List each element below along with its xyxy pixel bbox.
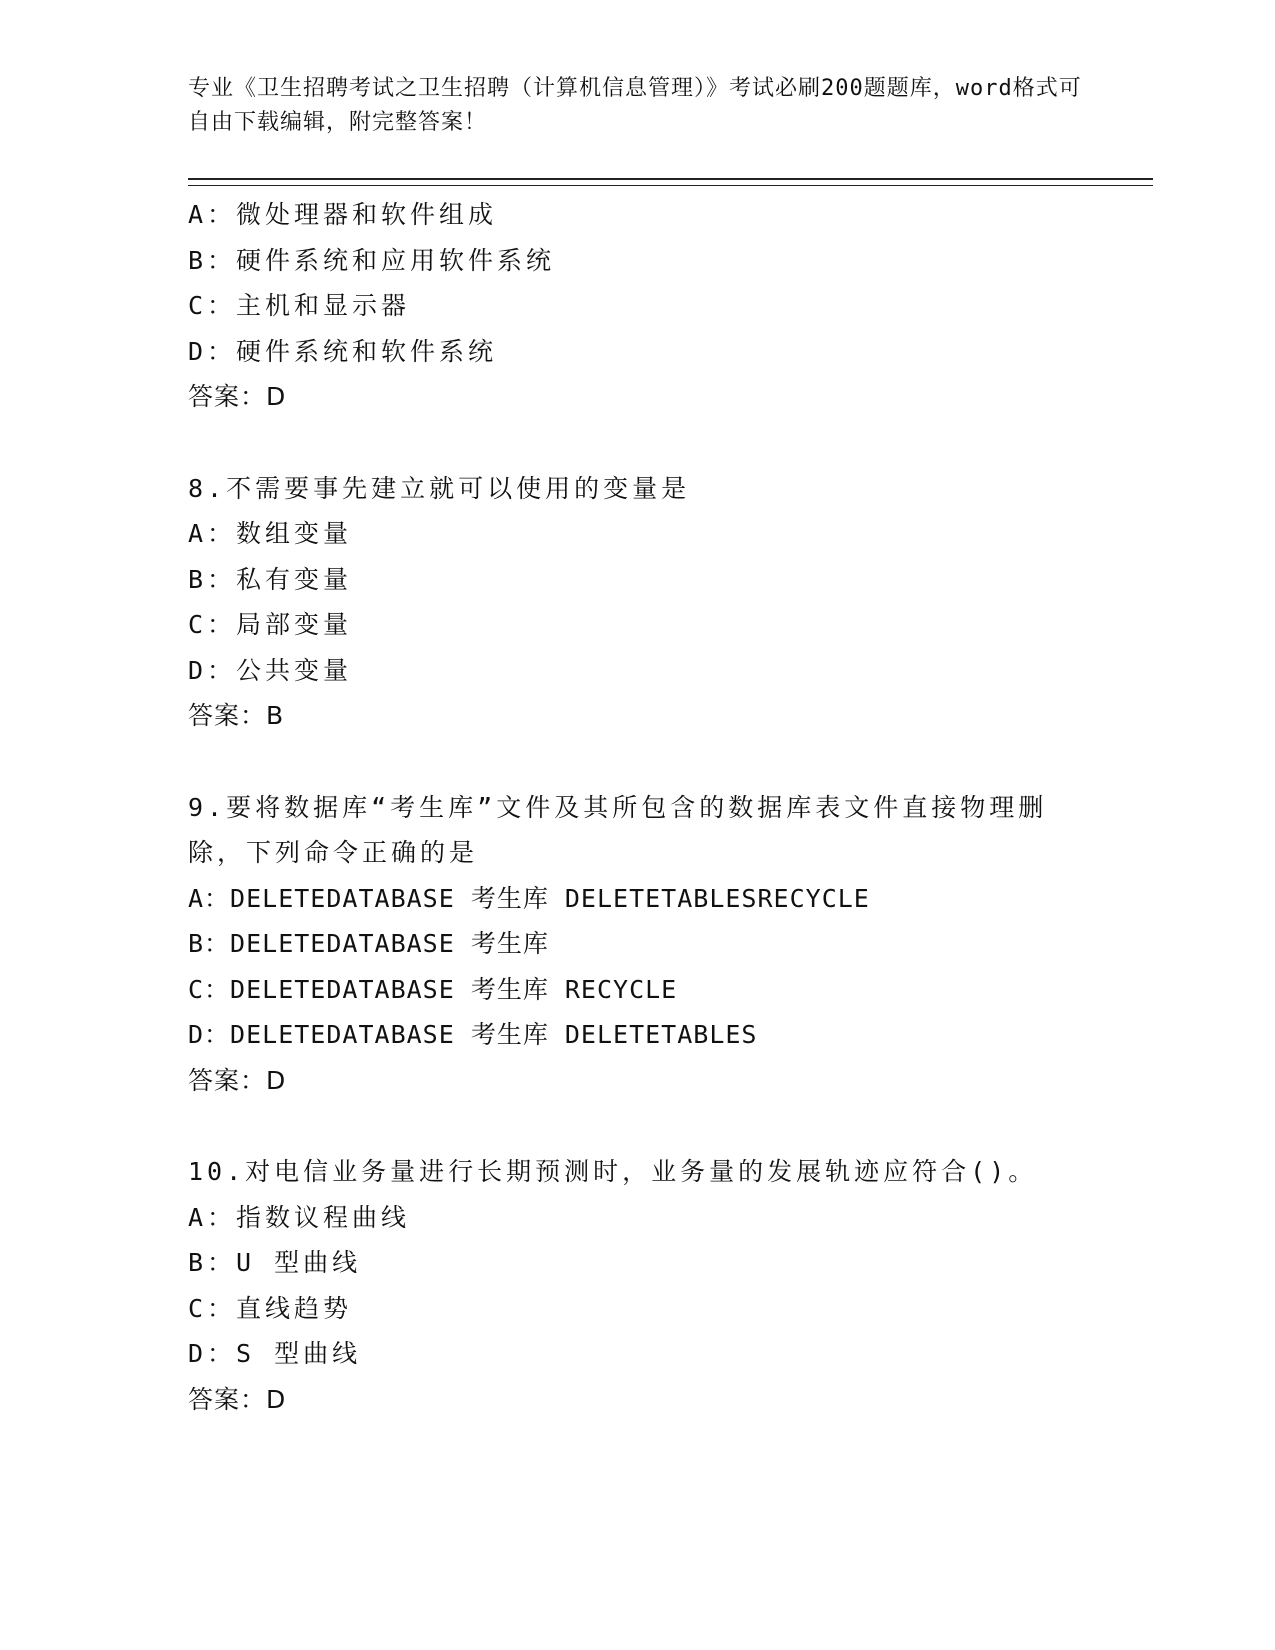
answer-line: 答案：D — [188, 382, 287, 411]
answer-line: 答案：D — [188, 1384, 287, 1414]
option-d: D：S 型曲线 — [188, 1339, 362, 1368]
question-text-line-2: 除，下列命令正确的是 — [188, 838, 479, 867]
question-spacer — [188, 1103, 1148, 1149]
document-header: 专业《卫生招聘考试之卫生招聘（计算机信息管理）》考试必刷200题题库，word格式可自由下载编辑，附完整答案！ — [188, 76, 1082, 135]
option-a: A：微处理器和软件组成 — [188, 200, 498, 229]
question-block-9 — [188, 785, 1148, 1104]
option-a: A：DELETEDATABASE 考生库 DELETETABLESRECYCLE — [188, 883, 870, 913]
question-spacer — [188, 420, 1148, 466]
option-b: B：U 型曲线 — [188, 1248, 362, 1277]
option-c: C：局部变量 — [188, 610, 353, 639]
question-block-10 — [188, 1149, 1148, 1422]
option-d: D：公共变量 — [188, 655, 353, 685]
option-a: A：数组变量 — [188, 519, 353, 548]
option-d: D：硬件系统和软件系统 — [188, 336, 498, 366]
answer-line: 答案：D — [188, 1065, 287, 1095]
question-list — [188, 192, 1148, 1422]
option-b: B：硬件系统和应用软件系统 — [188, 245, 556, 275]
option-c: C：DELETEDATABASE 考生库 RECYCLE — [188, 974, 678, 1004]
option-b: B：私有变量 — [188, 564, 353, 594]
option-a: A：指数议程曲线 — [188, 1202, 411, 1232]
question-text-line-1: 9.要将数据库“考生库”文件及其所包含的数据库表文件直接物理删 — [188, 792, 1048, 822]
question-block-8 — [188, 466, 1148, 739]
header-divider — [188, 178, 1153, 186]
option-b: B：DELETEDATABASE 考生库 — [188, 929, 549, 958]
answer-line: 答案：B — [188, 701, 285, 730]
option-d: D：DELETEDATABASE 考生库 DELETETABLES — [188, 1020, 758, 1049]
question-spacer — [188, 739, 1148, 785]
question-text: 10.对电信业务量进行长期预测时，业务量的发展轨迹应符合()。 — [188, 1157, 1038, 1186]
option-c: C：主机和显示器 — [188, 291, 411, 320]
question-text: 8.不需要事先建立就可以使用的变量是 — [188, 473, 691, 503]
option-c: C：直线趋势 — [188, 1293, 353, 1323]
question-block-7 — [188, 192, 1148, 420]
